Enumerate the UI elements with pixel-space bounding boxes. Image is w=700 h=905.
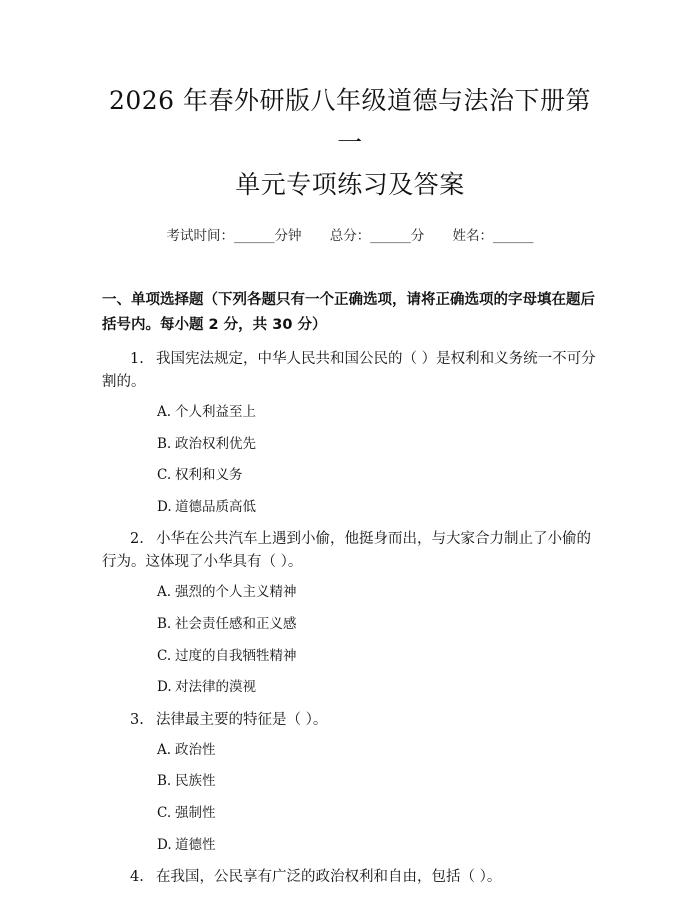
option-letter: D. [157, 498, 172, 515]
document-title [102, 80, 598, 206]
question-4 [102, 866, 598, 889]
option-text: 强烈的个人主义精神 [175, 584, 297, 601]
question-text: 小华在公共汽车上遇到小偷，他挺身而出，与大家合力制止了小偷的行为。这体现了小华具有（ ）。 [102, 531, 591, 571]
option-letter: C. [157, 647, 172, 664]
option-c [157, 465, 598, 485]
option-letter: A. [157, 741, 172, 758]
option-text: 过度的自我牺牲精神 [175, 647, 297, 664]
option-b [157, 614, 598, 634]
option-d [157, 677, 598, 697]
option-d [157, 497, 598, 517]
option-text: 个人利益至上 [175, 404, 256, 420]
question-number: 4. [130, 869, 144, 886]
option-letter: A. [157, 404, 172, 420]
option-letter: D. [157, 679, 172, 696]
exam-meta [102, 224, 598, 244]
option-a [157, 582, 598, 602]
option-text: 道德品质高低 [175, 498, 256, 515]
option-c [157, 803, 598, 823]
question-2-options [157, 582, 598, 697]
question-text: 我国宪法规定，中华人民共和国公民的（ ）是权利和义务统一不可分割的。 [102, 351, 596, 390]
title-line-2: 单元专项练习及答案 [235, 170, 465, 199]
question-number: 3. [130, 711, 144, 728]
option-text: 社会责任感和正义感 [175, 615, 297, 632]
option-a [157, 402, 598, 422]
option-letter: C. [157, 467, 172, 484]
option-text: 道德性 [175, 836, 216, 853]
option-text: 民族性 [175, 773, 216, 790]
title-line-1: 2026 年春外研版八年级道德与法治下册第一 [108, 86, 592, 157]
question-3-options [157, 740, 598, 855]
option-b [157, 434, 598, 454]
option-b [157, 771, 598, 791]
question-2 [102, 528, 598, 574]
option-letter: D. [157, 836, 172, 853]
question-text: 法律最主要的特征是（ ）。 [156, 711, 328, 728]
total-score-label: 总分：______分 [329, 228, 425, 244]
option-text: 对法律的漠视 [175, 679, 256, 696]
question-1 [102, 348, 598, 394]
option-letter: B. [157, 615, 172, 632]
option-letter: B. [157, 435, 172, 452]
option-text: 政治权利优先 [175, 435, 256, 452]
option-d [157, 835, 598, 855]
question-number: 1. [130, 351, 144, 367]
question-number: 2. [130, 531, 144, 548]
option-text: 政治性 [175, 741, 216, 758]
option-text: 强制性 [175, 804, 216, 821]
option-letter: A. [157, 584, 172, 601]
student-name-label: 姓名：______ [452, 228, 534, 244]
option-a [157, 740, 598, 760]
question-text: 在我国，公民享有广泛的政治权利和自由，包括（ ）。 [156, 869, 502, 886]
option-letter: B. [157, 773, 172, 790]
section-heading: 一、单项选择题（下列各题只有一个正确选项，请将正确选项的字母填在题后括号内。每小题 2 分，共 30 分） [102, 292, 595, 333]
question-1-options [157, 402, 598, 517]
question-3 [102, 709, 598, 732]
option-letter: C. [157, 804, 172, 821]
exam-time-label: 考试时间：______分钟 [166, 228, 302, 244]
option-text: 权利和义务 [175, 467, 243, 484]
option-c [157, 646, 598, 666]
